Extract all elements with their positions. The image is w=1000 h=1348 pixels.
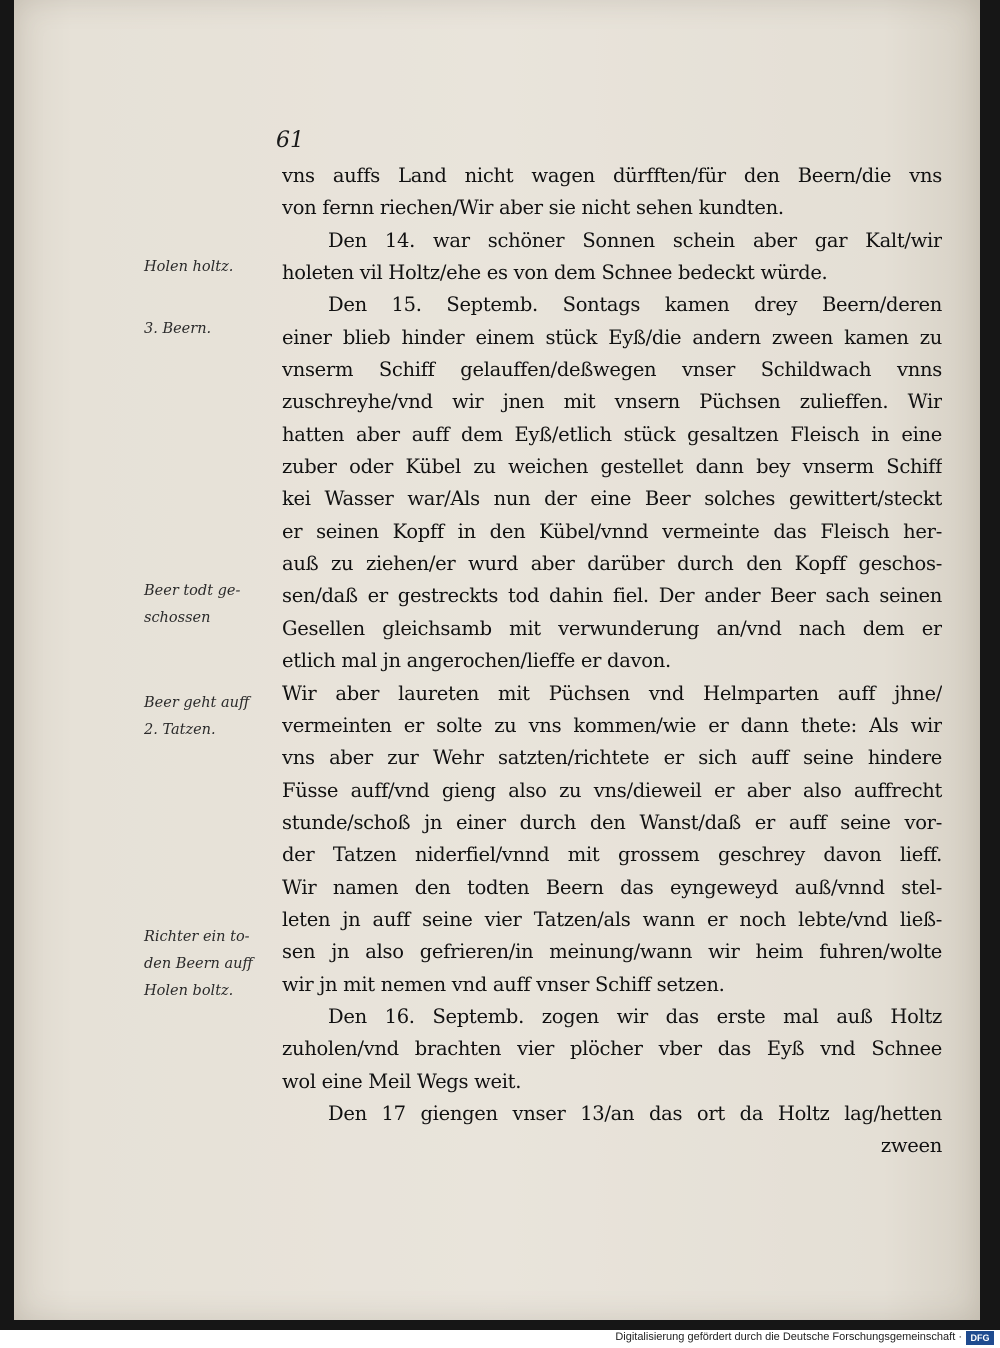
dfg-logo: DFG: [966, 1331, 994, 1345]
text-line: vermeinten er solte zu vns kommen/wie er dann thete: Als wir: [282, 713, 942, 737]
margin-note-3-beern: [144, 316, 274, 343]
text-line: Den 16. Septemb. zogen wir das erste mal auß Holtz: [328, 1004, 942, 1028]
margin-note-line: Beer geht auff: [144, 695, 250, 711]
text-line: vnserm Schiff gelauffen/deßwegen vnser Schildwach vnns: [282, 358, 942, 382]
text-line: kei Wasser war/Als nun der eine Beer solches gewittert/steckt: [282, 487, 942, 511]
text-line: wir jn mit nemen vnd auff vnser Schiff setzen.: [282, 972, 725, 996]
text-line: sen/daß er gestreckts tod dahin fiel. Der ander Beer sach seinen: [282, 584, 942, 608]
text-line: zuholen/vnd brachten vier plöcher vber das Eyß vnd Schnee: [282, 1037, 942, 1061]
text-line: vns auffs Land nicht wagen dürfften/für den Beern/die vns: [282, 164, 942, 187]
text-line: einer blieb hinder einem stück Eyß/die andern zween kamen zu: [282, 325, 942, 349]
text-line: Gesellen gleichsamb mit verwunderung an/vnd nach dem er: [282, 616, 942, 640]
margin-note-richter: [144, 924, 274, 1005]
margin-note-line: 3. Beern.: [144, 321, 212, 337]
margin-note-line: den Beern auff: [144, 956, 253, 972]
text-line: vns aber zur Wehr satzten/richtete er sich auff seine hindere: [282, 746, 942, 770]
margin-note-line: Holen boltz.: [144, 983, 234, 999]
text-line: Wir namen den todten Beern das eyngeweyd auß/vnnd stel-: [282, 875, 942, 899]
text-line: holeten vil Holtz/ehe es von dem Schnee bedeckt würde.: [282, 261, 828, 285]
main-text-block: [282, 160, 942, 1163]
text-line: zuber oder Kübel zu weichen gestellet dann bey vnserm Schiff: [282, 455, 942, 479]
digitization-credit: Digitalisierung gefördert durch die Deutsche Forschungsgemeinschaft ·: [615, 1331, 962, 1343]
text-line: sen jn also gefrieren/in meinung/wann wir heim fuhren/wolte: [282, 940, 942, 964]
margin-note-beer-todt: [144, 578, 274, 632]
margin-note-line: Beer todt ge-: [144, 583, 241, 599]
text-line: wol eine Meil Wegs weit.: [282, 1069, 522, 1093]
text-line: stunde/schoß jn einer durch den Wanst/daß er auff seine vor-: [282, 810, 942, 834]
text-line: leten jn auff seine vier Tatzen/als wann er noch lebte/vnd ließ-: [282, 907, 942, 931]
text-line: Wir aber laureten mit Püchsen vnd Helmparten auff jhne/: [282, 681, 942, 705]
text-line: Den 17 giengen vnser 13/an das ort da Holtz lag/hetten: [328, 1101, 942, 1125]
text-line: er seinen Kopff in den Kübel/vnnd vermeinte das Fleisch her-: [282, 519, 942, 543]
book-page: [14, 0, 980, 1320]
text-line: auß zu ziehen/er wurd aber darüber durch den Kopff geschos-: [282, 552, 942, 576]
text-line: etlich mal jn angerochen/lieffe er davon.: [282, 649, 671, 673]
margin-note-line: schossen: [144, 610, 211, 626]
text-line: von fernn riechen/Wir aber sie nicht sehen kundten.: [282, 196, 784, 220]
margin-note-line: Holen holtz.: [144, 259, 234, 275]
text-line: der Tatzen niderfiel/vnnd mit grossem geschrey davon lieff.: [282, 843, 942, 867]
margin-note-holen-holtz: [144, 254, 274, 281]
text-line: Den 15. Septemb. Sontags kamen drey Beern/deren: [328, 293, 942, 317]
text-line: hatten aber auff dem Eyß/etlich stück gesaltzen Fleisch in eine: [282, 422, 942, 446]
margin-note-line: 2. Tatzen.: [144, 722, 216, 738]
margin-note-beer-geht: [144, 690, 274, 744]
text-line: Füsse auff/vnd gieng also zu vns/dieweil er aber also auffrecht: [282, 778, 942, 802]
text-line: zuschreyhe/vnd wir jnen mit vnsern Püchsen zulieffen. Wir: [282, 390, 942, 414]
text-line: Den 14. war schöner Sonnen schein aber gar Kalt/wir: [328, 228, 942, 252]
page-number: 61: [276, 128, 304, 153]
catchword: zween: [880, 1134, 942, 1158]
margin-note-line: Richter ein to-: [144, 929, 250, 945]
